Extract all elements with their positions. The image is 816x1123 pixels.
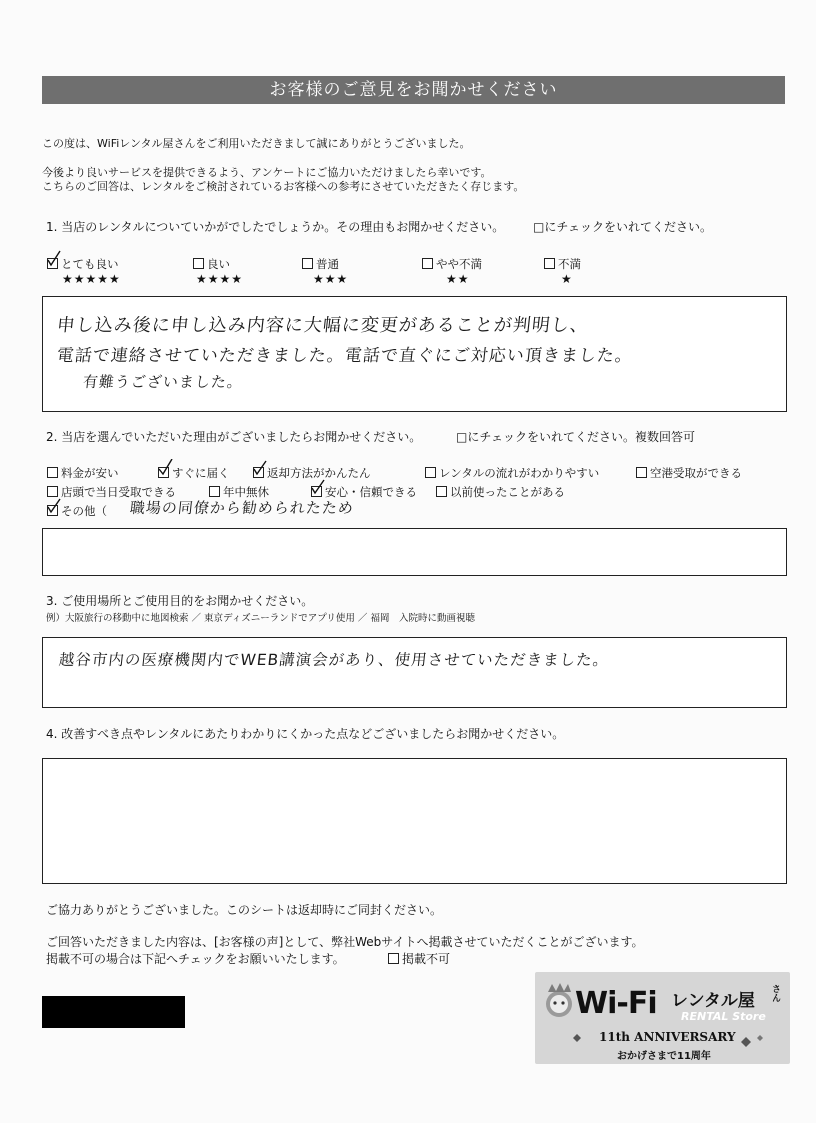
option-label: 安心・信頼できる [325,485,417,499]
logo-tagline: おかげさまで11周年 [617,1051,711,1062]
checkbox[interactable] [636,467,647,478]
logo-suffix: さん [770,984,780,1002]
checkbox[interactable] [302,258,313,269]
q2-option-airport-pickup[interactable] [636,465,742,481]
q4-question: 4. 改善すべき点やレンタルにあたりわかりにくかった点などございましたらお聞かせください。 [46,727,565,741]
q1-answer-line-1: 申し込み後に申し込み内容に大幅に変更があることが判明し、 [55,315,590,336]
q1-option-very-good[interactable] [47,256,119,272]
q1-answer-box[interactable] [42,296,787,412]
q2-question: 2. 当店を選んでいただいた理由がございましたらお聞かせください。 [46,430,422,444]
option-label: 良い [207,257,230,271]
q2-option-easy-flow[interactable] [425,465,599,481]
q3-question: 3. ご使用場所とご使用目的をお聞かせください。 [46,594,314,608]
checkbox[interactable] [311,486,322,497]
q2-option-fast-delivery[interactable] [158,465,230,481]
option-label: 店頭で当日受取できる [61,485,176,499]
checkmark-icon [157,459,173,477]
option-label: 料金が安い [61,466,119,480]
option-label: とても良い [61,257,119,271]
no-publish-option[interactable] [388,951,450,967]
option-label: 普通 [316,257,339,271]
stars: ★★★★★ [62,272,121,286]
checkmark-icon [252,459,268,477]
q1-option-dissatisfied[interactable] [544,256,581,272]
q1-instruction: □にチェックをいれてください。 [533,220,712,234]
checkbox[interactable] [253,467,264,478]
stars: ★★★ [313,272,349,286]
intro-line-1: この度は、WiFiレンタル屋さんをご利用いただきまして誠にありがとうございました。 [42,137,471,150]
option-label: 不満 [558,257,581,271]
q2-other-answer: 職場の同僚から勧められたため [129,499,355,517]
checkbox[interactable] [422,258,433,269]
stars: ★★★★ [196,272,244,286]
q1-answer-line-3: 有難うございました。 [82,373,244,391]
checkbox[interactable] [47,486,58,497]
option-label: 以前使ったことがある [450,485,565,499]
stars: ★ [561,272,573,286]
option-label: 空港受取ができる [650,466,742,480]
q2-answer-box[interactable] [42,528,787,576]
redacted-block [42,996,185,1028]
q2-instruction: □にチェックをいれてください。複数回答可 [456,430,695,444]
option-label: やや不満 [436,257,482,271]
option-label: レンタルの流れがわかりやすい [439,466,600,480]
intro-line-2: 今後より良いサービスを提供できるよう、アンケートにご協力いただけましたら幸いです。 [42,166,492,179]
logo-name: レンタル屋 [671,991,755,1011]
option-label: 掲載不可 [402,952,451,966]
q2-option-other[interactable] [47,503,107,519]
logo-rental-store: RENTAL Store [681,1010,766,1023]
stars: ★★ [446,272,470,286]
option-label: 返却方法がかんたん [267,466,371,480]
checkmark-icon [46,497,62,515]
option-label: 年中無休 [223,485,269,499]
q4-answer-box[interactable] [42,758,787,884]
q1-question: 1. 当店のレンタルについていかがでしたでしょうか。その理由もお聞かせください。 [46,220,505,234]
q3-example: 例）大阪旅行の移動中に地図検索 ／ 東京ディズニーランドでアプリ使用 ／ 福岡 入院時に動画視聴 [46,613,475,624]
logo-anniversary: 11th ANNIVERSARY [599,1030,736,1044]
checkbox[interactable] [47,258,58,269]
checkbox[interactable] [544,258,555,269]
q1-option-somewhat-dissatisfied[interactable] [422,256,482,272]
checkmark-icon [46,250,62,268]
checkbox[interactable] [209,486,220,497]
logo-wifi: Wi-Fi [575,986,657,1021]
checkbox[interactable] [388,953,399,964]
q3-answer: 越谷市内の医療機関内でWEB講演会があり、使用させていただきました。 [57,651,611,669]
option-label: すぐに届く [172,466,230,480]
q3-answer-box[interactable] [42,637,787,708]
checkbox[interactable] [436,486,447,497]
q1-option-average[interactable] [302,256,339,272]
closing-line-1: ご協力ありがとうございました。このシートは返却時にご同封ください。 [46,903,443,917]
checkbox[interactable] [425,467,436,478]
intro-line-3: こちらのご回答は、レンタルをご検討されているお客様への参考にさせていただきたく存じます。 [42,180,525,193]
checkmark-icon [310,478,326,496]
checkbox[interactable] [193,258,204,269]
checkbox[interactable] [47,505,58,516]
q2-option-used-before[interactable] [436,484,565,500]
closing-line-2: ご回答いただきました内容は、[お客様の声]として、弊社Webサイトへ掲載させていただくことがございます。 [46,935,644,949]
q2-option-cheap[interactable] [47,465,119,481]
q1-answer-line-2: 電話で連絡させていただきました。電話で直ぐにご対応い頂きました。 [55,346,634,366]
checkbox[interactable] [47,467,58,478]
checkbox[interactable] [158,467,169,478]
q1-option-good[interactable] [193,256,230,272]
closing-line-3: 掲載不可の場合は下記へチェックをお願いいたします。 [46,952,345,966]
option-label: その他（ [61,504,107,518]
page-title: お客様のご意見をお聞かせください [42,76,785,104]
wifi-rental-logo [535,972,790,1064]
